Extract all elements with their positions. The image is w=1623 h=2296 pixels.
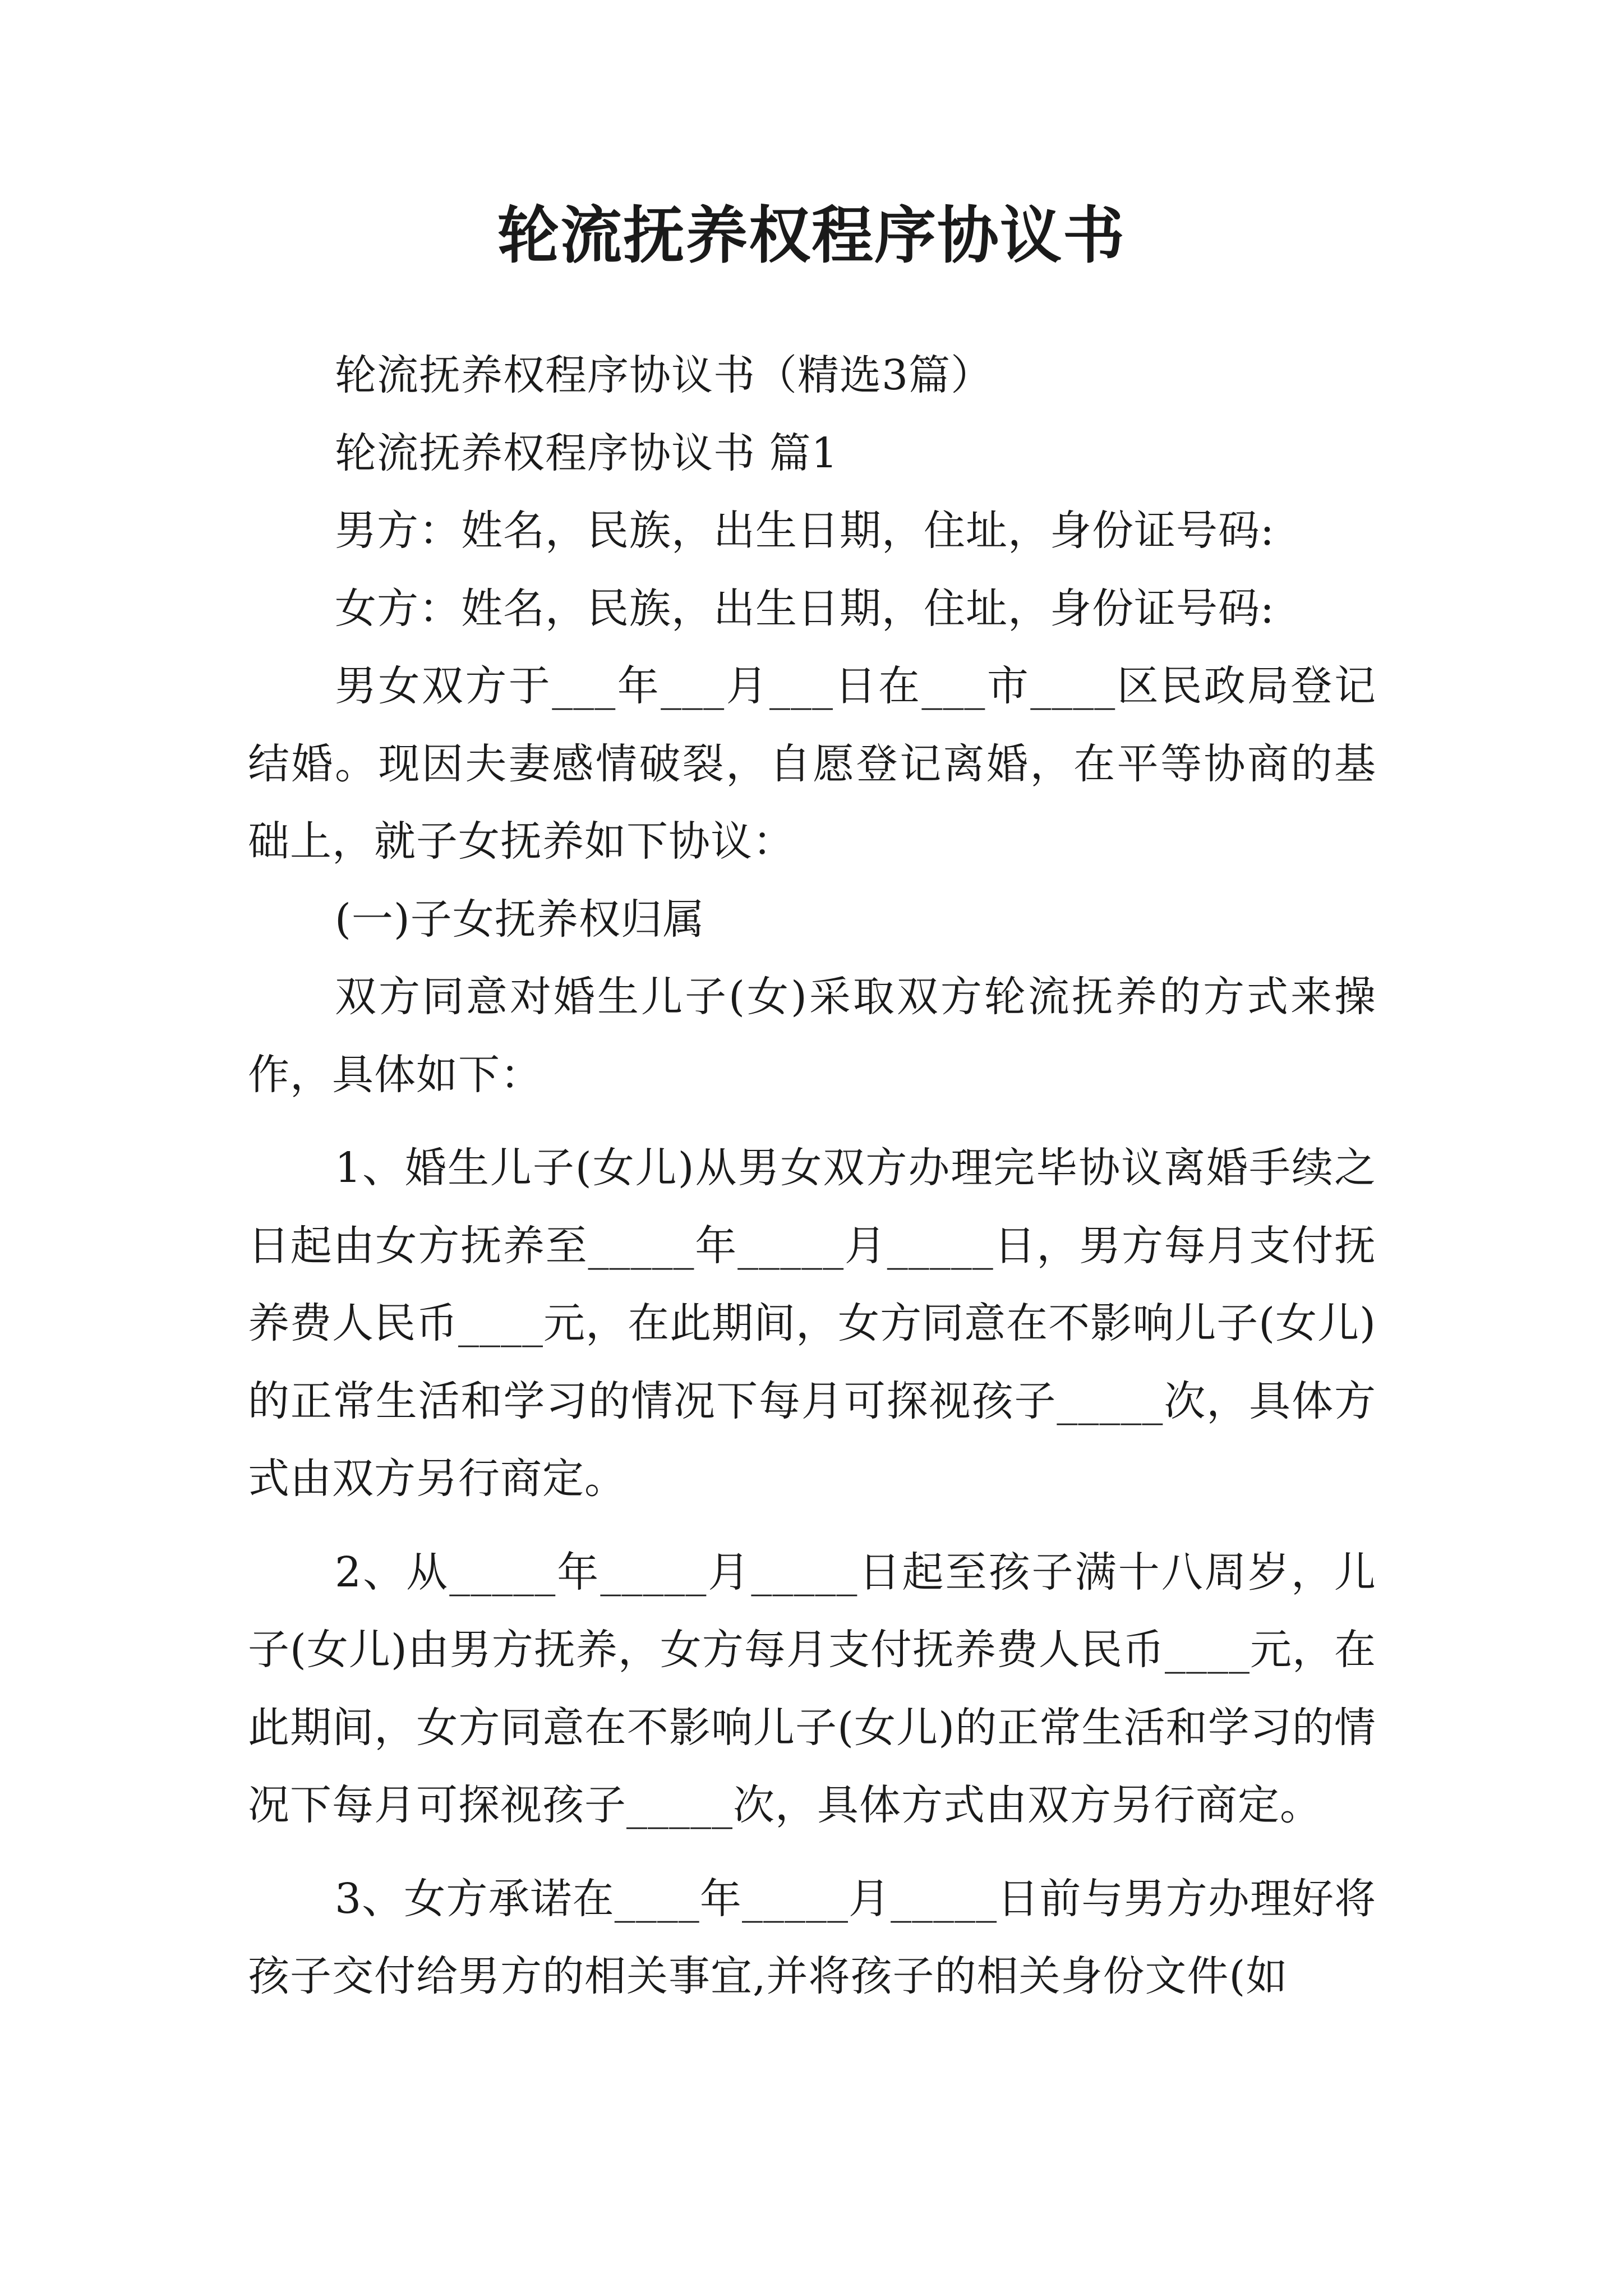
paragraph-clause-1: 1、婚生儿子(女儿)从男女双方办理完毕协议离婚手续之日起由女方抚养至_____年_____月_____日，男方每月支付抚养费人民币____元，在此期间，女方同意在不影响儿子(女儿)的正常生活和学习的情况下每月可探视孩子_____次，具体方式由双方另行商定。 (248, 1144, 1376, 1503)
document-title: 轮流抚养权程序协议书 (497, 199, 1126, 272)
paragraph-male-party: 男方：姓名，民族，出生日期，住址，身份证号码: (335, 507, 1275, 555)
paragraph-custody-heading: (一)子女抚养权归属 (335, 895, 705, 944)
paragraph-clause-2: 2、从_____年_____月_____日起至孩子满十八周岁，儿子(女儿)由男方抚养，女方每月支付抚养费人民币____元，在此期间，女方同意在不影响儿子(女儿)的正常生活和学习的情况下每月可探视孩子_____次，具体方式由双方另行商定。 (248, 1548, 1376, 1829)
paragraph-marriage-registration: 男女双方于___年___月___日在___市____区民政局登记结婚。现因夫妻感情破裂，自愿登记离婚，在平等协商的基础上，就子女抚养如下协议： (248, 662, 1376, 866)
paragraph-female-party: 女方：姓名，民族，出生日期，住址，身份证号码: (335, 584, 1275, 633)
paragraph-section-heading: 轮流抚养权程序协议书 篇1 (335, 429, 838, 477)
paragraph-subtitle: 轮流抚养权程序协议书（精选3篇） (335, 351, 993, 399)
paragraph-clause-3: 3、女方承诺在____年_____月_____日前与男方办理好将孩子交付给男方的相关事宜,并将孩子的相关身份文件(如 (248, 1874, 1376, 2000)
document-body (248, 337, 1376, 2016)
paragraph-custody-agreement: 双方同意对婚生儿子(女)采取双方轮流抚养的方式来操作，具体如下： (248, 973, 1376, 1099)
